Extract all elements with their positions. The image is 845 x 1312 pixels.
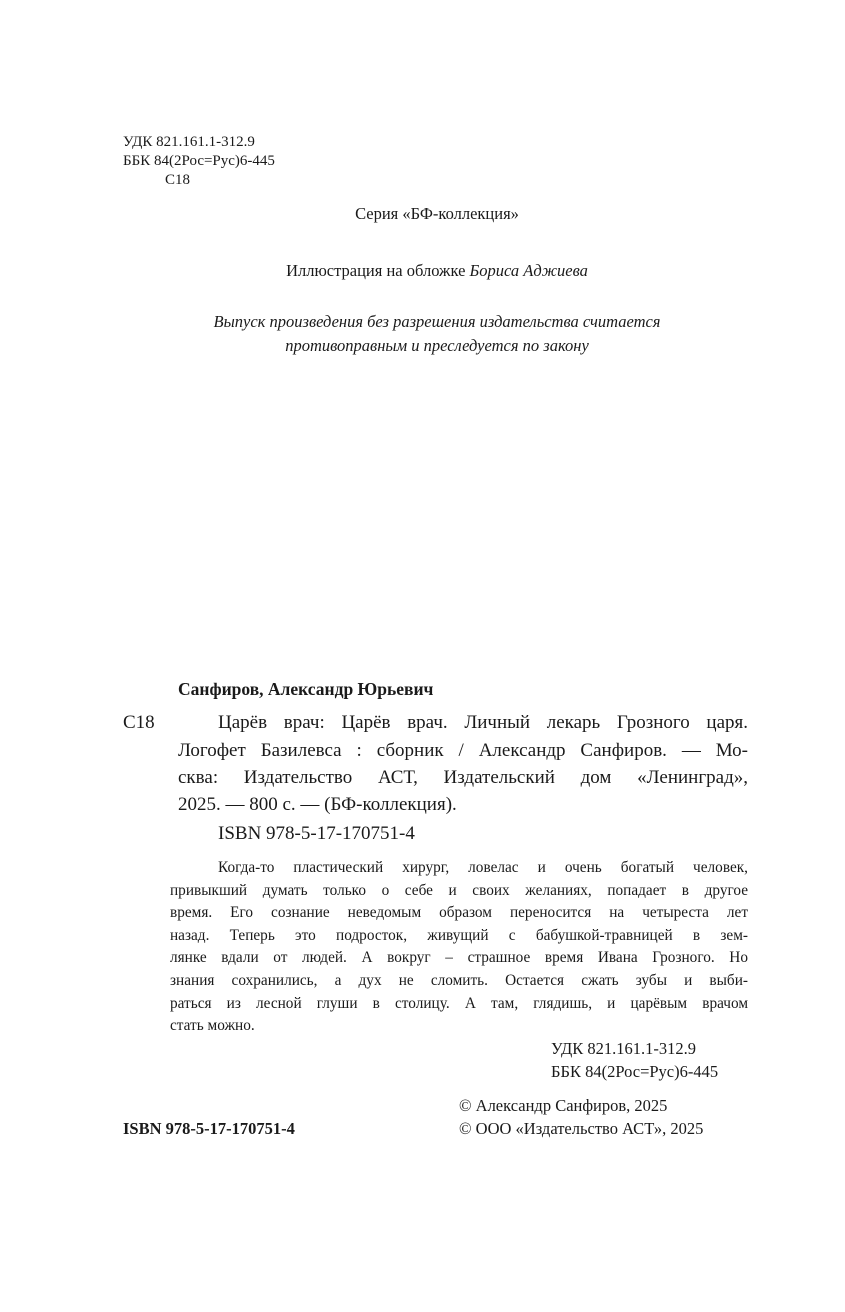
annotation-line: лянке вдали от людей. А вокруг – страшное время Ивана Грозного. Но	[170, 949, 748, 967]
entry-isbn: ISBN 978-5-17-170751-4	[218, 823, 415, 844]
annotation-line: раться из лесной глуши в столицу. А там, глядишь, и царёвым врачом	[170, 994, 748, 1012]
annotation-line: знания сохранились, а дух не сломить. Остается сжать зубы и выби-	[170, 972, 748, 989]
entry-line: сква: Издательство АСТ, Издательский дом «Ленинград»,	[178, 767, 748, 788]
author-mark: С18	[165, 172, 191, 188]
annotation-line: время. Его сознание неведомым образом переносится на четыреста лет	[170, 904, 748, 922]
bottom-bbk: ББК 84(2Рос=Рус)6-445	[551, 1062, 719, 1081]
copyright-publisher: © ООО «Издательство АСТ», 2025	[459, 1119, 704, 1138]
entry-line: Логофет Базилевса : сборник / Александр Санфиров. — Мо-	[178, 740, 748, 761]
author-heading: Санфиров, Александр Юрьевич	[178, 679, 434, 699]
annotation-line: привыкший думать только о себе и своих желаниях, попадает в другое	[170, 881, 748, 899]
entry-mark: С18	[123, 712, 155, 733]
warning-line-2	[0, 336, 845, 356]
illustration-artist: Бориса Аджиева	[469, 261, 588, 280]
illustration-prefix: Иллюстрация на обложке	[286, 261, 466, 280]
annotation-line: Когда-то пластический хирург, ловелас и очень богатый человек,	[218, 859, 748, 876]
isbn-bottom: ISBN 978-5-17-170751-4	[123, 1119, 295, 1138]
udk-code: УДК 821.161.1-312.9	[123, 134, 255, 150]
bottom-udk: УДК 821.161.1-312.9	[551, 1039, 697, 1058]
copyright-author: © Александр Санфиров, 2025	[459, 1096, 668, 1115]
annotation-line: стать можно.	[170, 1017, 255, 1035]
warning-text: Выпуск произведения без разрешения издательства считается	[213, 312, 661, 331]
illustration-credit	[0, 261, 845, 281]
annotation-line: назад. Теперь это подросток, живущий с бабушкой-травницей в зем-	[170, 926, 748, 944]
entry-line: 2025. — 800 с. — (БФ-коллекция).	[178, 794, 457, 815]
bbk-code: ББК 84(2Рос=Рус)6-445	[123, 153, 275, 169]
entry-line: Царёв врач: Царёв врач. Личный лекарь Грозного царя.	[218, 712, 748, 733]
warning-text: противоправным и преследуется по закону	[285, 336, 589, 355]
warning-line-1	[0, 312, 845, 332]
series-line: Серия «БФ-коллекция»	[355, 204, 519, 223]
